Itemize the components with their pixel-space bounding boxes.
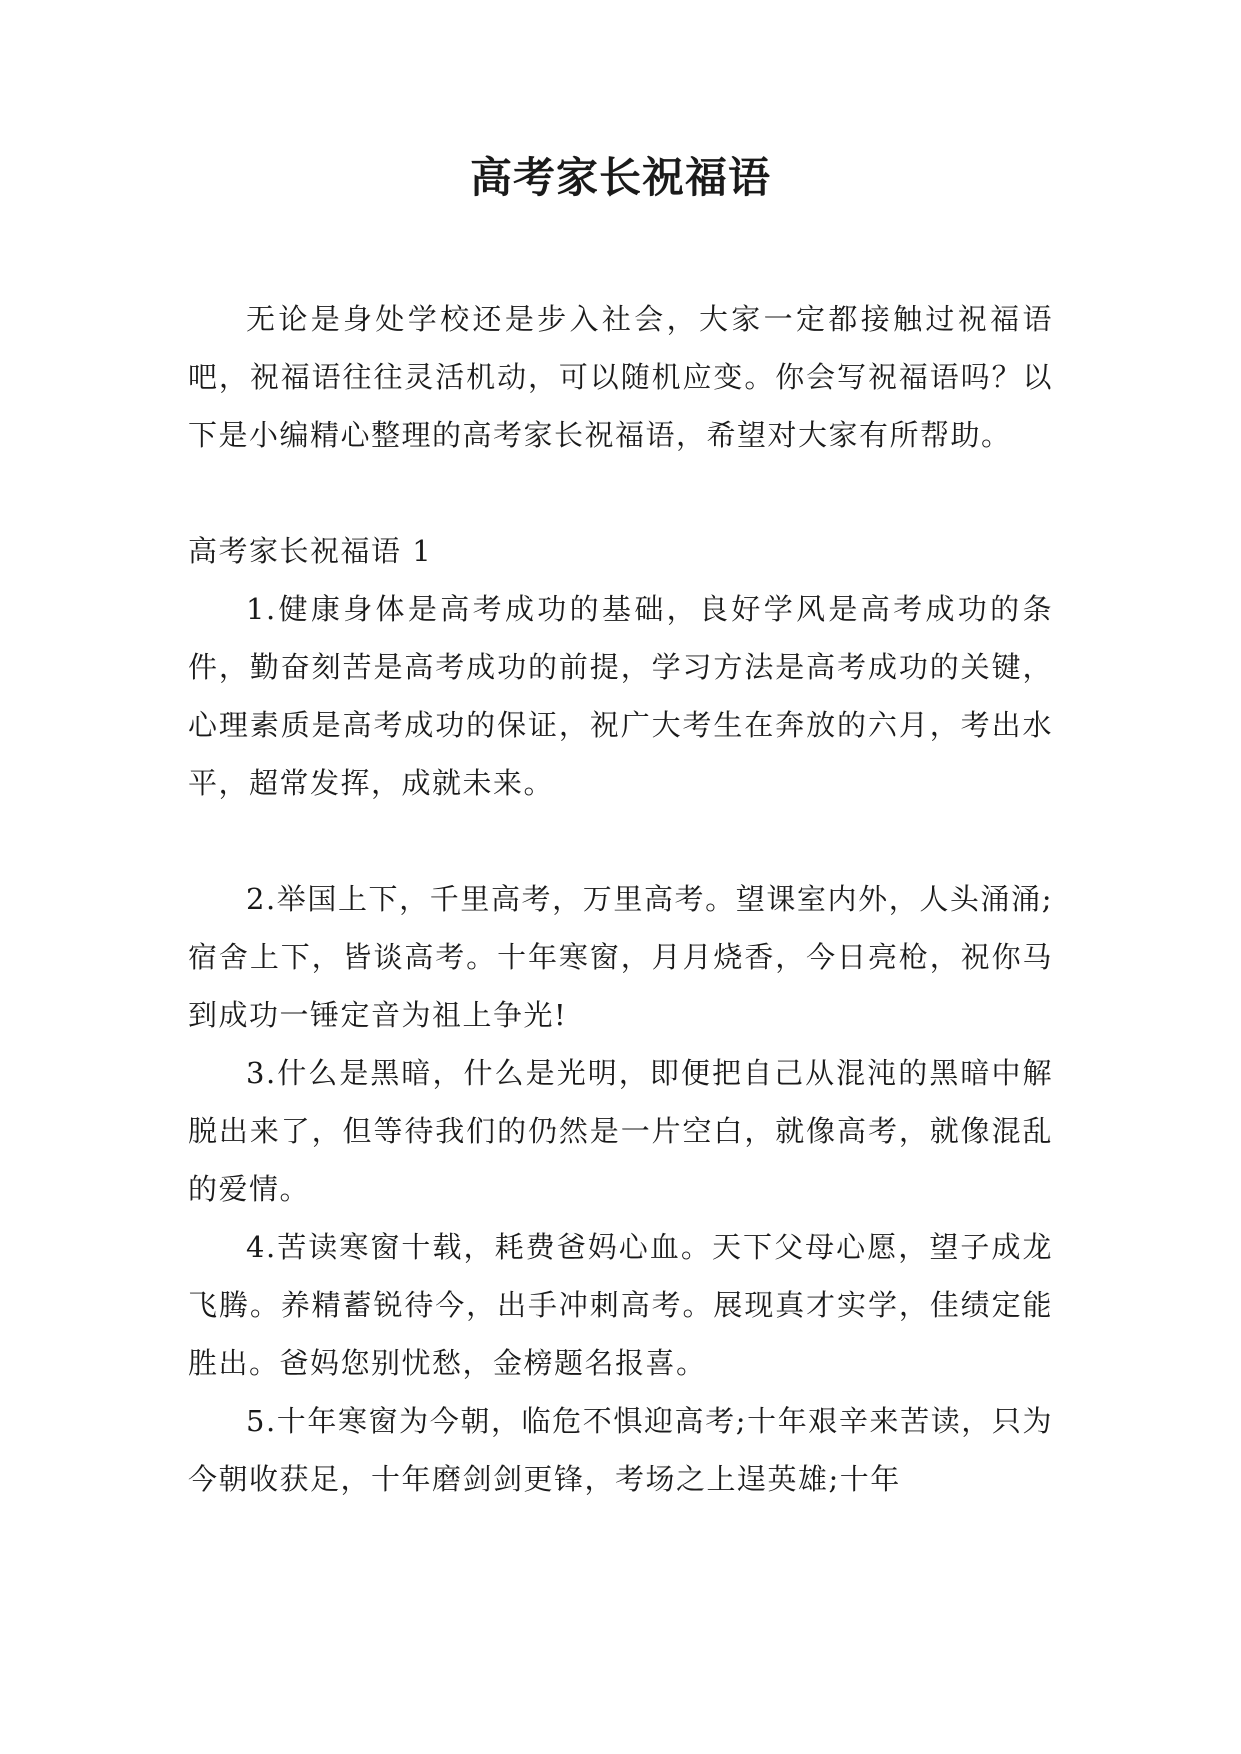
- document-title: 高考家长祝福语: [469, 153, 771, 202]
- blessing-item-3: 3.什么是黑暗，什么是光明，即便把自己从混沌的黑暗中解脱出来了，但等待我们的仍然是一片空白，就像高考，就像混乱的爱情。: [188, 1056, 1053, 1206]
- blessing-item-2: 2.举国上下，千里高考，万里高考。望课室内外，人头涌涌;宿舍上下，皆谈高考。十年寒窗，月月烧香，今日亮枪，祝你马到成功一锤定音为祖上争光!: [188, 882, 1053, 1032]
- blessing-item-5: 5.十年寒窗为今朝，临危不惧迎高考;十年艰辛来苦读，只为今朝收获足，十年磨剑剑更锋，考场之上逞英雄;十年: [188, 1404, 1053, 1496]
- document-body: [188, 290, 1053, 1508]
- section-heading: 高考家长祝福语 1: [188, 534, 433, 568]
- intro-paragraph: 无论是身处学校还是步入社会，大家一定都接触过祝福语吧，祝福语往往灵活机动，可以随机应变。你会写祝福语吗？以下是小编精心整理的高考家长祝福语，希望对大家有所帮助。: [188, 302, 1053, 452]
- blessing-item-4: 4.苦读寒窗十载，耗费爸妈心血。天下父母心愿，望子成龙飞腾。养精蓄锐待今，出手冲刺高考。展现真才实学，佳绩定能胜出。爸妈您别忧愁，金榜题名报喜。: [188, 1230, 1053, 1380]
- blessing-item-1: 1.健康身体是高考成功的基础，良好学风是高考成功的条件，勤奋刻苦是高考成功的前提，学习方法是高考成功的关键，心理素质是高考成功的保证，祝广大考生在奔放的六月，考出水平，超常发挥，成就未来。: [188, 592, 1053, 800]
